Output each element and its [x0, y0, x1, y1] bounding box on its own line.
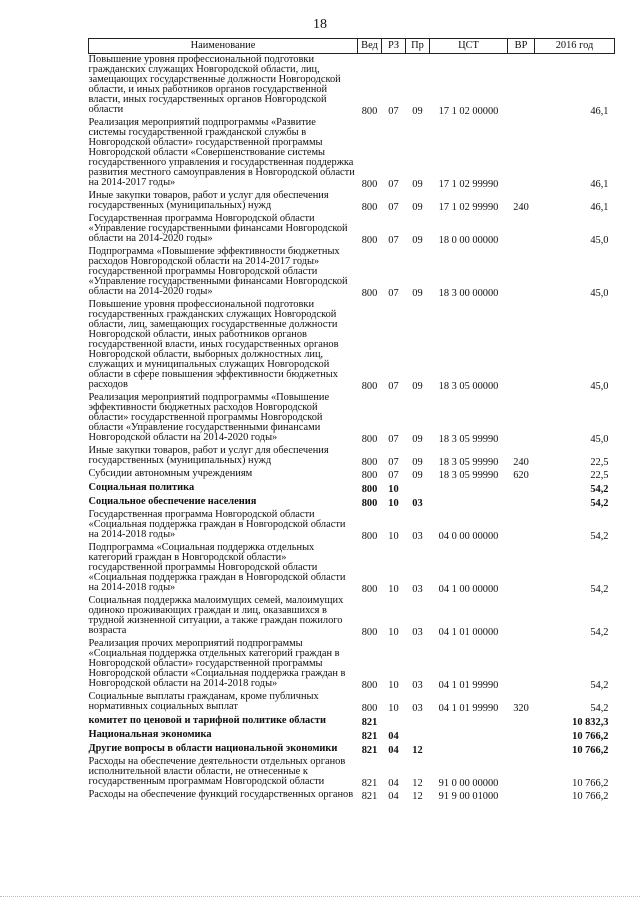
header-cst: ЦСТ: [430, 39, 508, 54]
cell-cst: 17 1 02 99990: [438, 179, 499, 190]
cell-vr: [508, 392, 535, 445]
cell-cst: 18 3 05 99990: [438, 434, 499, 445]
cell-amount: 54,2: [590, 484, 609, 495]
cell-amount: 45,0: [590, 288, 609, 299]
cell-pr: 09: [412, 235, 423, 246]
cell-cst: 18 3 05 99990: [438, 457, 499, 468]
cell-amount: 10 832,3: [572, 717, 609, 728]
cell-name: Социальная поддержка малоимущих семей, малоимущих одиноко проживающих граждан и лиц, оказавшихся в трудной жизненной ситуации, а также граждан пожилого возраста: [88, 595, 344, 636]
cell-ved: 800: [361, 288, 378, 299]
table-row: [89, 299, 615, 392]
cell-vr: [508, 789, 535, 802]
cell-cst: 04 1 01 99990: [438, 703, 499, 714]
cell-cst: [430, 714, 508, 728]
header-ved: Вед: [358, 39, 382, 54]
table-row: [89, 595, 615, 638]
table-body: [89, 54, 615, 803]
cell-amount: 10 766,2: [572, 791, 609, 802]
cell-vr: [508, 246, 535, 299]
cell-name: Повышение уровня профессиональной подготовки гражданских служащих Новгородской области, лиц, замещающих государственные должности Новгородской области, и иных работников органов государственной власти, иных государственных органов Новгородской области: [88, 54, 341, 115]
cell-ved: 821: [361, 731, 378, 742]
header-year: 2016 год: [535, 39, 615, 54]
cell-pr: 09: [412, 179, 423, 190]
cell-amount: 10 766,2: [572, 745, 609, 756]
table-row: [89, 481, 615, 495]
cell-cst: 04 1 01 99990: [438, 680, 499, 691]
cell-cst: 17 1 02 99990: [438, 202, 499, 213]
cell-amount: 22,5: [590, 457, 609, 468]
cell-rz: 04: [388, 731, 399, 742]
cell-ved: 800: [361, 434, 378, 445]
cell-amount: 54,2: [590, 584, 609, 595]
cell-amount: 10 766,2: [572, 731, 609, 742]
cell-ved: 800: [361, 106, 378, 117]
cell-rz: 07: [388, 106, 399, 117]
cell-pr: 09: [412, 381, 423, 392]
cell-vr: [508, 756, 535, 789]
cell-vr: [508, 495, 535, 509]
header-name: Наименование: [89, 39, 358, 54]
cell-cst: 18 3 05 99990: [438, 470, 499, 481]
table-row: [89, 495, 615, 509]
cell-pr: 09: [412, 106, 423, 117]
cell-name: Иные закупки товаров, работ и услуг для обеспечения государственных (муниципальных) нужд: [88, 190, 329, 211]
cell-pr: [406, 714, 430, 728]
cell-amount: 46,1: [590, 106, 609, 117]
table-row: [89, 728, 615, 742]
cell-ved: 800: [361, 381, 378, 392]
budget-table: [88, 38, 615, 802]
cell-vr: [508, 299, 535, 392]
cell-pr: 09: [412, 470, 423, 481]
table-row: [89, 691, 615, 714]
table-row: [89, 445, 615, 468]
table-row: [89, 213, 615, 246]
cell-ved: 821: [361, 778, 378, 789]
cell-amount: 54,2: [590, 531, 609, 542]
cell-ved: 800: [361, 179, 378, 190]
cell-cst: 18 3 00 00000: [438, 288, 499, 299]
table-row: [89, 468, 615, 481]
cell-cst: 18 0 00 00000: [438, 235, 499, 246]
cell-cst: 17 1 02 00000: [438, 106, 499, 117]
cell-name: Национальная экономика: [88, 729, 212, 740]
table-row: [89, 542, 615, 595]
cell-cst: [430, 481, 508, 495]
cell-rz: 07: [388, 434, 399, 445]
table-row: [89, 638, 615, 691]
cell-amount: 45,0: [590, 381, 609, 392]
cell-name: Повышение уровня профессиональной подготовки государственных гражданских служащих Новгородской области, лиц, замещающих государственные должности Новгородской области, иных работников органов государственной власти, иных государственных органов Новгородской области, выборных должностных лиц, служащих и муниципальных служащих Новгородской области в сфере повышения эффективности бюджетных расходов: [88, 299, 339, 390]
cell-rz: 07: [388, 381, 399, 392]
header-rz: РЗ: [382, 39, 406, 54]
cell-ved: 821: [361, 791, 378, 802]
cell-ved: 800: [361, 470, 378, 481]
cell-cst: 91 9 00 01000: [438, 791, 499, 802]
cell-name: Субсидии автономным учреждениям: [88, 468, 253, 479]
header-pr: Пр: [406, 39, 430, 54]
cell-ved: 800: [361, 531, 378, 542]
table-row: [89, 117, 615, 190]
cell-amount: 54,2: [590, 680, 609, 691]
cell-rz: 07: [388, 470, 399, 481]
cell-rz: 07: [388, 202, 399, 213]
cell-pr: 03: [412, 531, 423, 542]
cell-pr: 09: [412, 434, 423, 445]
cell-ved: 821: [361, 717, 378, 728]
cell-vr: 240: [513, 202, 529, 213]
cell-pr: 09: [412, 457, 423, 468]
cell-rz: 07: [388, 235, 399, 246]
cell-name: Социальные выплаты гражданам, кроме публичных нормативных социальных выплат: [88, 691, 319, 712]
cell-ved: 821: [361, 745, 378, 756]
cell-ved: 800: [361, 680, 378, 691]
cell-pr: 12: [412, 745, 423, 756]
cell-amount: 54,2: [590, 627, 609, 638]
cell-ved: 800: [361, 627, 378, 638]
cell-pr: 12: [412, 791, 423, 802]
cell-pr: 03: [412, 703, 423, 714]
cell-vr: [508, 714, 535, 728]
cell-cst: 04 0 00 00000: [438, 531, 499, 542]
table-row: [89, 756, 615, 789]
cell-pr: 12: [412, 778, 423, 789]
cell-vr: [508, 509, 535, 542]
cell-vr: [508, 213, 535, 246]
cell-amount: 46,1: [590, 179, 609, 190]
cell-name: Социальное обеспечение населения: [88, 496, 257, 507]
cell-amount: 54,2: [590, 703, 609, 714]
cell-rz: 10: [388, 531, 399, 542]
cell-rz: [382, 714, 406, 728]
cell-vr: 320: [513, 703, 529, 714]
cell-rz: 07: [388, 179, 399, 190]
cell-ved: 800: [361, 498, 378, 509]
table-row: [89, 509, 615, 542]
cell-cst: 04 1 01 00000: [438, 627, 499, 638]
cell-rz: 10: [388, 498, 399, 509]
cell-pr: 03: [412, 627, 423, 638]
cell-amount: 45,0: [590, 434, 609, 445]
table-row: [89, 714, 615, 728]
cell-rz: 10: [388, 584, 399, 595]
cell-name: Реализация мероприятий подпрограммы «Повышение эффективности бюджетных расходов Новгородской области» государственной программы Новгородской области «Управление государственными финансами Новгородской области на 2014-2020 годы»: [88, 392, 330, 443]
cell-rz: 04: [388, 791, 399, 802]
table-row: [89, 392, 615, 445]
cell-pr: [406, 481, 430, 495]
cell-cst: 04 1 00 00000: [438, 584, 499, 595]
cell-amount: 22,5: [590, 470, 609, 481]
cell-rz: 04: [388, 778, 399, 789]
cell-vr: 620: [513, 470, 529, 481]
table-row: [89, 190, 615, 213]
cell-ved: 800: [361, 457, 378, 468]
cell-rz: 10: [388, 680, 399, 691]
cell-name: Реализация мероприятий подпрограммы «Развитие системы государственной гражданской службы в Новгородской области» государственной программы Новгородской области «Совершенствование системы государственного управления и государственная поддержка развития местного самоуправления в Новгородской области на 2014-2017 годы»: [88, 117, 355, 188]
cell-amount: 54,2: [590, 498, 609, 509]
cell-rz: 10: [388, 703, 399, 714]
cell-pr: 03: [412, 680, 423, 691]
cell-pr: 03: [412, 584, 423, 595]
cell-rz: 07: [388, 288, 399, 299]
cell-rz: 07: [388, 457, 399, 468]
cell-amount: 46,1: [590, 202, 609, 213]
cell-vr: [508, 728, 535, 742]
cell-ved: 800: [361, 703, 378, 714]
cell-pr: 09: [412, 202, 423, 213]
cell-name: Другие вопросы в области национальной экономики: [88, 743, 338, 754]
cell-ved: 800: [361, 202, 378, 213]
cell-name: комитет по ценовой и тарифной политике области: [88, 715, 326, 726]
cell-rz: 10: [388, 627, 399, 638]
cell-name: Расходы на обеспечение деятельности отдельных органов исполнительной власти области, не отнесенные к государственным программам Новгородской области: [88, 756, 346, 787]
cell-name: Государственная программа Новгородской области «Управление государственными финансами Новгородской области на 2014-2020 годы»: [88, 213, 348, 244]
cell-rz: 10: [388, 484, 399, 495]
table-row: [89, 789, 615, 802]
cell-name: Подпрограмма «Социальная поддержка отдельных категорий граждан в Новгородской области» государственной программы Новгородской области «Социальная поддержка граждан в Новгородской области на 2014-2018 годы»: [88, 542, 346, 593]
cell-name: Иные закупки товаров, работ и услуг для обеспечения государственных (муниципальных) нужд: [88, 445, 329, 466]
table-row: [89, 246, 615, 299]
scan-edge-divider: [0, 890, 640, 897]
cell-amount: 45,0: [590, 235, 609, 246]
cell-cst: [430, 495, 508, 509]
cell-vr: [508, 742, 535, 756]
cell-name: Социальная политика: [88, 482, 195, 493]
cell-cst: 18 3 05 00000: [438, 381, 499, 392]
table-header-row: [89, 39, 615, 54]
cell-vr: [508, 638, 535, 691]
cell-cst: 91 0 00 00000: [438, 778, 499, 789]
cell-vr: [508, 542, 535, 595]
cell-vr: [508, 54, 535, 118]
cell-name: Расходы на обеспечение функций государственных органов: [88, 789, 354, 800]
cell-ved: 800: [361, 584, 378, 595]
cell-pr: 09: [412, 288, 423, 299]
cell-vr: [508, 595, 535, 638]
cell-ved: 800: [361, 235, 378, 246]
cell-name: Подпрограмма «Повышение эффективности бюджетных расходов Новгородской области на 2014-2017 годы» государственной программы Новгородской области «Управление государственными финансами Новгородской области на 2014-2020 годы»: [88, 246, 348, 297]
cell-vr: [508, 117, 535, 190]
cell-ved: 800: [361, 484, 378, 495]
cell-name: Государственная программа Новгородской области «Социальная поддержка граждан в Новгородской области на 2014-2018 годы»: [88, 509, 346, 540]
cell-vr: [508, 481, 535, 495]
table-row: [89, 742, 615, 756]
cell-pr: [406, 728, 430, 742]
cell-cst: [430, 728, 508, 742]
cell-pr: 03: [412, 498, 423, 509]
table-row: [89, 54, 615, 118]
cell-vr: 240: [513, 457, 529, 468]
page-number: 18: [313, 17, 327, 32]
header-vr: ВР: [508, 39, 535, 54]
cell-amount: 10 766,2: [572, 778, 609, 789]
cell-rz: 04: [388, 745, 399, 756]
cell-name: Реализация прочих мероприятий подпрограммы «Социальная поддержка отдельных категорий граждан в Новгородской области» государственной программы Новгородской области «Социальная поддержка граждан в Новгородской области на 2014-2018 годы»: [88, 638, 346, 689]
cell-cst: [430, 742, 508, 756]
